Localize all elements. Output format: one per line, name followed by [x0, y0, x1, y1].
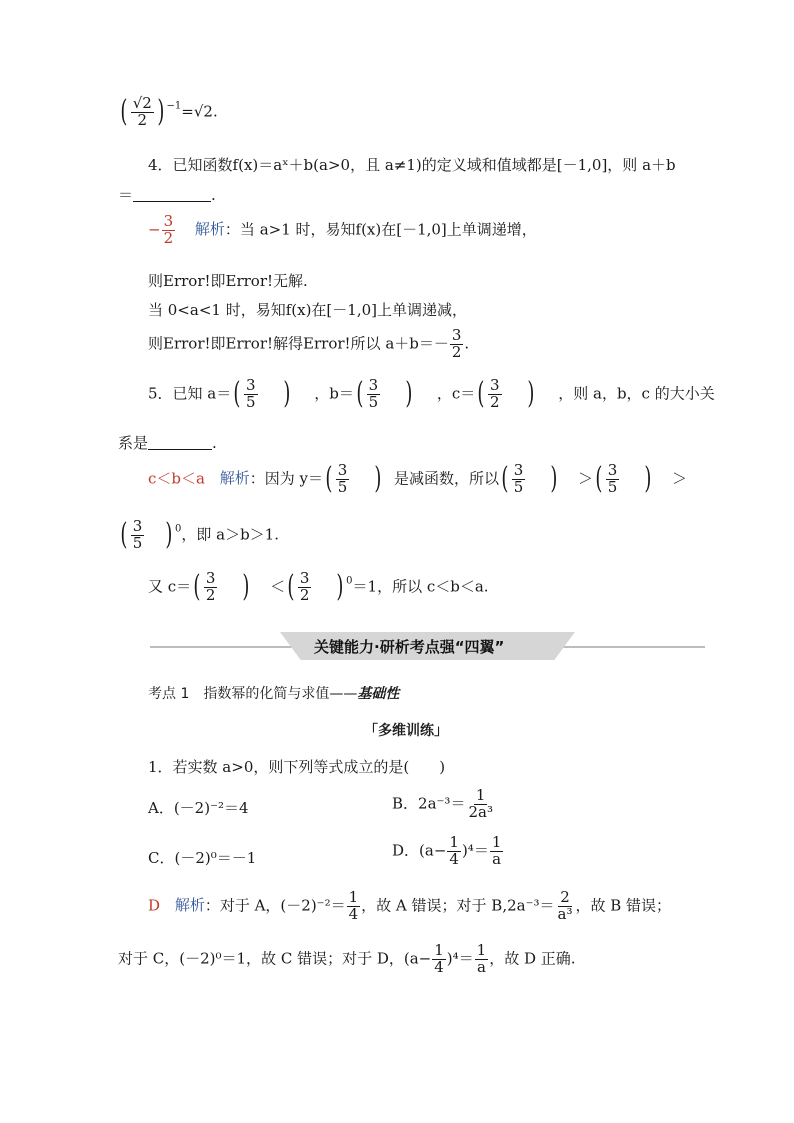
q5-b-eq: ，b＝ — [314, 384, 354, 403]
q5-solution-line-3 — [148, 571, 489, 604]
paren: ) — [165, 517, 173, 553]
num: 1 — [476, 941, 487, 959]
kaodian-tag: 基础性 — [357, 686, 400, 702]
gt-sign: ＞ — [577, 469, 593, 488]
q4-solution-line-4 — [148, 328, 469, 361]
q4-solution-line-1 — [148, 214, 537, 247]
q5-line2: 系是 — [118, 434, 149, 452]
exponent: 0 — [174, 523, 182, 535]
num: 3 — [205, 569, 216, 587]
answer-blank — [133, 187, 211, 202]
q4-line5-end: . — [464, 334, 470, 353]
mcq1-jx4-end: ，故 D 正确. — [489, 949, 576, 968]
mcq1-jx4-fraction — [475, 943, 489, 976]
num: 3 — [245, 376, 256, 394]
mcq1-jx2: ，故 A 错误；对于 B,2a⁻³＝ — [361, 896, 555, 915]
banner-left-rule — [150, 646, 300, 648]
jiexi-label: 解析 — [174, 896, 205, 915]
mcq1-jx4: 对于 C，(－2)⁰＝1，故 C 错误；对于 D，(a — [118, 949, 419, 968]
den: 2 — [205, 585, 216, 604]
denominator: 2 — [137, 110, 148, 129]
gt-sign: ＞ — [671, 469, 687, 488]
num: 1 — [434, 941, 444, 959]
answer-blank — [148, 435, 212, 450]
paren: ) — [336, 569, 344, 605]
paren: ( — [595, 461, 603, 497]
frac-3-5 — [336, 463, 350, 496]
rhs-text: =√2. — [181, 102, 218, 121]
den: 5 — [607, 477, 618, 496]
den: 4 — [348, 904, 359, 923]
den: 4 — [434, 957, 444, 976]
option-d-fraction — [490, 835, 504, 868]
q5-lead: 5．已知 a＝ — [148, 384, 232, 403]
formula-line-1 — [118, 96, 218, 129]
paren: ) — [405, 376, 413, 412]
num: 3 — [607, 461, 618, 479]
frac-3-5 — [606, 463, 620, 496]
jiexi-label: 解析 — [194, 220, 225, 239]
q4-answer-lead: ＝ — [118, 186, 134, 204]
paren: ( — [356, 376, 364, 412]
mcq1-option-c — [148, 847, 256, 868]
mcq1-jx1-fraction — [347, 890, 361, 923]
right-paren: ) — [157, 94, 165, 130]
den: 5 — [245, 392, 256, 411]
mcq1-jx4-inner-fraction — [432, 943, 446, 976]
option-b-lead: B．2a⁻³＝ — [392, 794, 466, 813]
paren: ( — [501, 461, 509, 497]
q5-answer: c＜b＜a — [148, 469, 205, 488]
den: 2 — [299, 585, 310, 604]
q4-answer-fraction — [162, 214, 176, 247]
q4-line4: 当 0<a<1 时，易知f(x)在[－1,0]上单调递减， — [148, 301, 467, 319]
q4-line5-fraction — [450, 328, 464, 361]
q5-line2-end: . — [212, 434, 217, 452]
mcq1-jx4-mid: )⁴＝ — [446, 949, 474, 968]
paren: ( — [477, 376, 485, 412]
mcq1-option-a — [148, 797, 249, 818]
mcq1-jx2-fraction — [556, 890, 575, 923]
num: 1 — [491, 833, 502, 851]
q5-tail: ，则 a，b，c 的大小关 — [558, 384, 715, 403]
mcq1-answer: D — [148, 896, 161, 915]
frac-3-5 — [512, 463, 526, 496]
option-d-minus: − — [433, 841, 447, 860]
jiexi-label: 解析 — [219, 469, 250, 488]
q5-line5-text: ＝1，所以 c＜b＜a. — [352, 577, 489, 596]
mcq1-option-b — [392, 788, 496, 821]
option-b-fraction — [466, 788, 495, 821]
q4-answer-line: ＝ . — [118, 186, 216, 204]
frac-3-2 — [298, 571, 312, 604]
kaodian-label: 考点 1 指数幂的化简与求值—— — [148, 686, 358, 702]
frac-3-5 — [367, 378, 381, 411]
den: 5 — [132, 533, 143, 552]
numerator: √2 — [132, 94, 152, 112]
q4-line5-den: 2 — [451, 342, 462, 361]
mcq1-option-d — [392, 835, 504, 868]
kaodian-heading — [148, 683, 399, 703]
frac-3-2 — [204, 571, 218, 604]
q4-line5-num: 3 — [451, 326, 462, 344]
mcq1-solution-line-1 — [148, 890, 671, 923]
num: 3 — [337, 461, 348, 479]
paren: ) — [526, 376, 534, 412]
num: 2 — [560, 888, 570, 906]
lt-sign: ＜ — [270, 577, 286, 596]
den: 5 — [513, 477, 524, 496]
q5-solution-line-1 — [148, 463, 687, 496]
paren: ( — [233, 376, 241, 412]
num: 1 — [449, 833, 459, 851]
paren: ) — [242, 569, 250, 605]
mcq1-stem-text: 1．若实数 a>0，则下列等式成立的是( ) — [148, 758, 446, 776]
paren: ( — [325, 461, 333, 497]
q4-line5: 则Error!即Error!解得Error!所以 a＋b＝－ — [148, 334, 449, 353]
mcq1-stem — [148, 756, 445, 777]
q4-solution-line-3 — [148, 299, 467, 320]
den: 4 — [449, 849, 459, 868]
mcq1-solution-line-2 — [118, 943, 576, 976]
option-d-lead: D．(a — [392, 841, 434, 860]
q5-jx-text: ：因为 y＝ — [249, 469, 323, 488]
exponent: −1 — [166, 100, 182, 112]
fraction — [131, 96, 154, 129]
num: 3 — [368, 376, 379, 394]
paren: ( — [193, 569, 201, 605]
num: 1 — [475, 786, 486, 804]
q4-answer-num: 3 — [163, 212, 174, 230]
paren: ) — [282, 376, 290, 412]
banner-title: 关键能力·研析考点强“四翼” — [314, 638, 505, 656]
q5-prompt — [148, 378, 715, 411]
num: 3 — [513, 461, 524, 479]
q4-prompt — [148, 154, 676, 175]
q5-prompt-line-2 — [118, 432, 217, 453]
q4-answer-neg: − — [148, 220, 161, 239]
q4-prompt-text: 4．已知函数f(x)＝aˣ＋b(a>0，且 a≠1)的定义域和值域都是[－1,0]，则 a＋b — [148, 156, 676, 174]
q4-jx-text: ：当 a>1 时，易知f(x)在[－1,0]上单调递增， — [224, 220, 537, 239]
exponent: 0 — [346, 575, 353, 587]
paren: ( — [120, 517, 128, 553]
num: 3 — [132, 517, 143, 535]
den: a — [492, 849, 502, 868]
den: 2a³ — [468, 802, 493, 821]
option-c-text: C．(－2)⁰＝－1 — [148, 849, 257, 867]
den: 5 — [368, 392, 379, 411]
frac-3-5 — [131, 519, 145, 552]
paren: ) — [644, 461, 652, 497]
option-d-inner-fraction — [447, 835, 461, 868]
left-paren: ( — [120, 94, 128, 130]
q5-line5-lead: 又 c＝ — [148, 577, 192, 596]
den: a³ — [557, 904, 573, 923]
den: 2 — [489, 392, 500, 411]
option-a-text: A．(－2)⁻²＝4 — [148, 799, 249, 817]
den: a — [476, 957, 486, 976]
frac-3-2 — [488, 378, 502, 411]
q5-solution-line-2 — [118, 519, 279, 552]
q5-c-eq: ，c＝ — [436, 384, 476, 403]
mcq1-jx4-minus: − — [418, 949, 432, 968]
q4-line3: 则Error!即Error!无解. — [148, 272, 308, 290]
option-d-mid: )⁴＝ — [461, 841, 489, 860]
mcq1-jx3: ，故 B 错误； — [575, 896, 672, 915]
q4-answer-den: 2 — [163, 228, 174, 247]
paren: ( — [287, 569, 295, 605]
frac-3-5 — [244, 378, 258, 411]
paren: ) — [374, 461, 382, 497]
mcq1-jx1: ：对于 A，(－2)⁻²＝ — [204, 896, 346, 915]
q4-solution-line-2 — [148, 270, 308, 291]
paren: ) — [550, 461, 558, 497]
duowei-title: 「多维训练」 — [364, 723, 448, 739]
q5-line4-text: ，即 a＞b＞1. — [181, 525, 279, 544]
q5-jx-text2: 是减函数，所以 — [393, 469, 499, 488]
num: 3 — [489, 376, 500, 394]
den: 5 — [337, 477, 348, 496]
num: 1 — [348, 888, 359, 906]
num: 3 — [299, 569, 310, 587]
banner-right-rule — [555, 646, 705, 648]
